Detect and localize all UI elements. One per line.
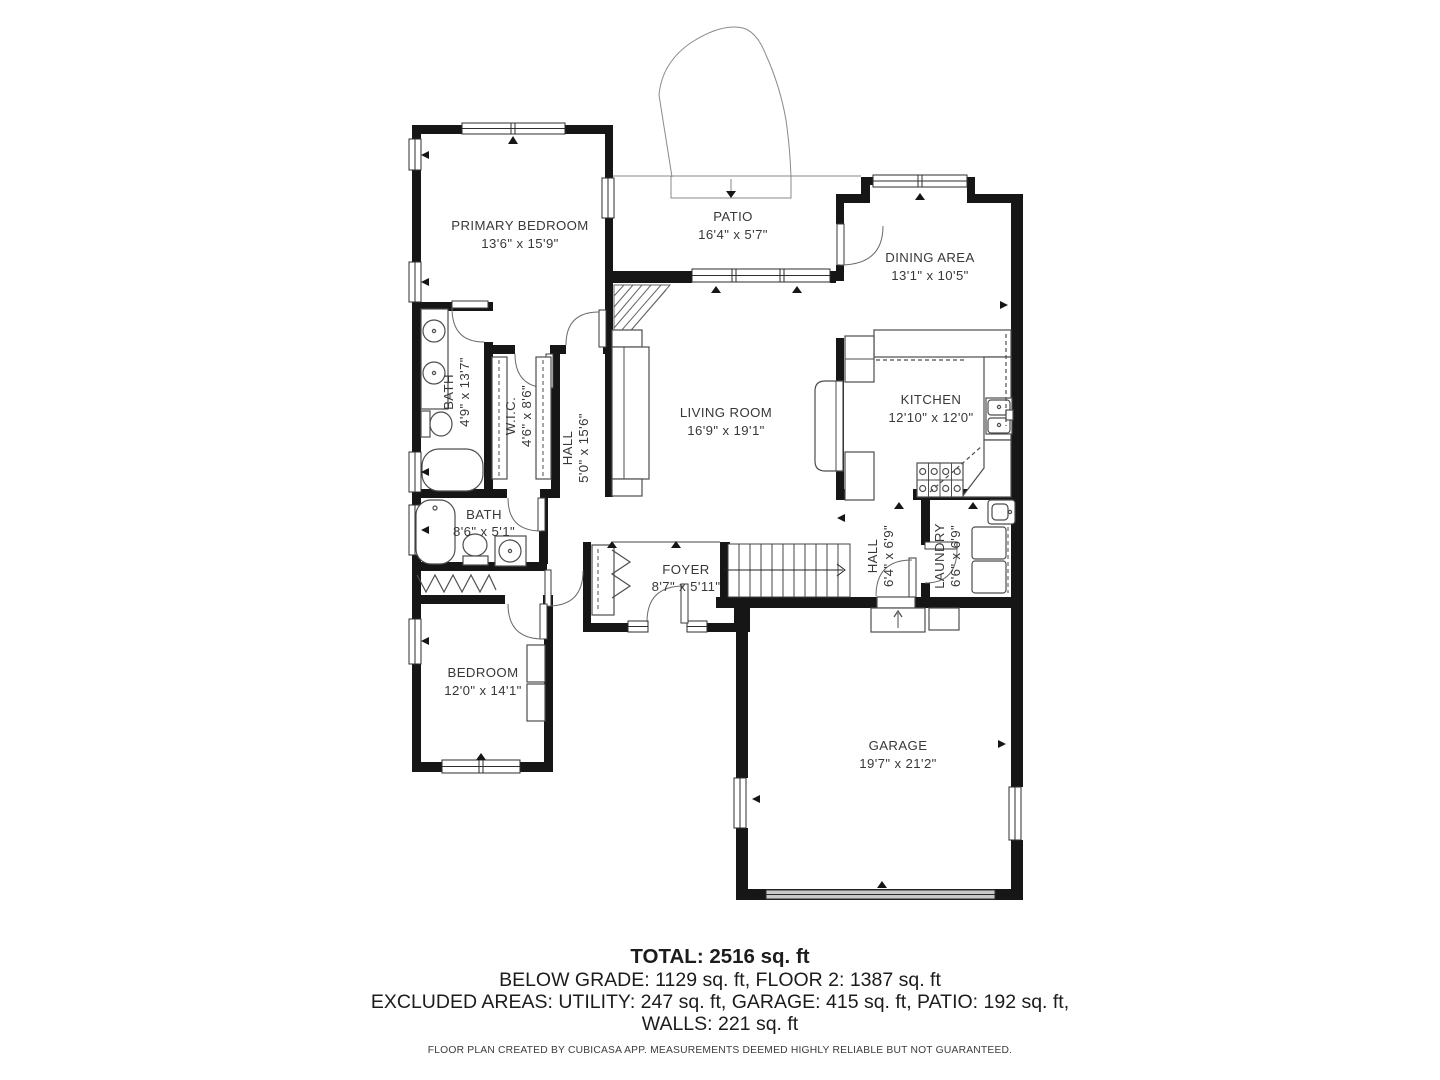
room-labels	[441, 209, 975, 771]
window	[462, 123, 565, 134]
window	[873, 175, 967, 187]
laundry-fixtures	[972, 500, 1015, 593]
room-dims-bath-primary: 4'9" x 13'7"	[457, 357, 472, 427]
room-dims-patio: 16'4" x 5'7"	[698, 227, 768, 242]
window	[1009, 787, 1021, 840]
dryer-icon	[972, 561, 1006, 593]
couch-icon	[815, 381, 843, 471]
window	[409, 139, 421, 170]
wardrobe-icon	[527, 684, 545, 721]
washer-icon	[972, 527, 1006, 559]
room-dims-foyer: 8'7" x 5'11"	[651, 579, 721, 594]
window	[409, 262, 421, 302]
patio-step-arrow	[726, 191, 736, 198]
foyer-closet	[592, 545, 630, 615]
hanger-chevrons-icon	[417, 575, 496, 592]
room-label-kitchen: KITCHEN	[900, 392, 962, 407]
window	[442, 760, 520, 773]
counter	[874, 330, 1011, 357]
hanger-chevrons-icon	[612, 550, 630, 598]
room-label-garage: GARAGE	[868, 738, 928, 753]
door-bedroom-vestibule	[545, 570, 583, 606]
room-dims-kitchen: 12'10" x 12'0"	[888, 410, 974, 425]
door-bedroom	[508, 604, 547, 639]
room-label-dining-area: DINING AREA	[885, 250, 975, 265]
room-dims-dining-area: 13'1" x 10'5"	[891, 268, 969, 283]
sofa-icon	[612, 347, 649, 479]
window	[602, 178, 614, 218]
front-door-sidelight	[687, 621, 707, 632]
room-label-hall-rear: HALL	[865, 538, 880, 574]
room-dims-hall-rear: 6'4" x 6'9"	[881, 524, 896, 588]
room-dims-laundry: 6'6" x 6'9"	[948, 524, 963, 588]
cabinet	[845, 452, 874, 500]
window	[409, 619, 421, 664]
excluded-areas-text: EXCLUDED AREAS: UTILITY: 247 sq. ft, GARAGE: 415 sq. ft, PATIO: 192 sq. ft,	[370, 991, 1070, 1013]
area-summary	[371, 945, 1069, 1056]
counter-corner	[962, 440, 1011, 497]
room-label-hall-main: HALL	[560, 430, 575, 466]
walls-area-text: WALLS: 221 sq. ft	[641, 1013, 799, 1035]
room-label-bath-primary: BATH	[441, 374, 456, 410]
disclaimer-text: FLOOR PLAN CREATED BY CUBICASA APP. MEASUREMENTS DEEMED HIGHLY RELIABLE BUT NOT GUARANTEED.	[427, 1045, 1013, 1056]
window	[734, 778, 746, 828]
room-label-living-room: LIVING ROOM	[679, 405, 773, 420]
outdoor-walkway	[613, 27, 861, 198]
room-label-primary-bedroom: PRIMARY BEDROOM	[451, 218, 589, 233]
room-dims-wic: 4'6" x 8'6"	[519, 384, 534, 448]
front-door-sidelight	[628, 621, 648, 632]
room-dims-hall-main: 5'0" x 15'6"	[576, 413, 591, 483]
room-dims-primary-bedroom: 13'6" x 15'9"	[481, 236, 559, 251]
room-label-bath-second: BATH	[466, 507, 502, 522]
window	[409, 452, 421, 492]
door-dining	[837, 224, 883, 265]
window	[692, 269, 830, 282]
toilet-icon	[421, 411, 430, 437]
room-dims-bath-second: 8'6" x 5'1"	[452, 524, 516, 539]
total-area-text: TOTAL: 2516 sq. ft	[630, 945, 810, 968]
room-dims-bedroom: 12'0" x 14'1"	[444, 683, 522, 698]
below-grade-text: BELOW GRADE: 1129 sq. ft, FLOOR 2: 1387 sq. ft	[499, 969, 941, 991]
room-label-bedroom: BEDROOM	[447, 665, 519, 680]
room-dims-garage: 19'7" x 21'2"	[859, 756, 937, 771]
room-dims-living-room: 16'9" x 19'1"	[687, 423, 765, 438]
door-bath-primary	[452, 301, 488, 342]
wardrobe-icon	[527, 645, 545, 682]
garage-door	[766, 890, 995, 899]
staircase-main	[613, 542, 850, 597]
room-label-patio: PATIO	[713, 209, 753, 224]
bathtub-icon	[422, 449, 483, 491]
room-label-foyer: FOYER	[662, 562, 710, 577]
room-label-laundry: LAUNDRY	[932, 523, 947, 589]
door-primary-bedroom	[566, 310, 606, 347]
room-label-wic: W.I.C.	[503, 396, 518, 436]
